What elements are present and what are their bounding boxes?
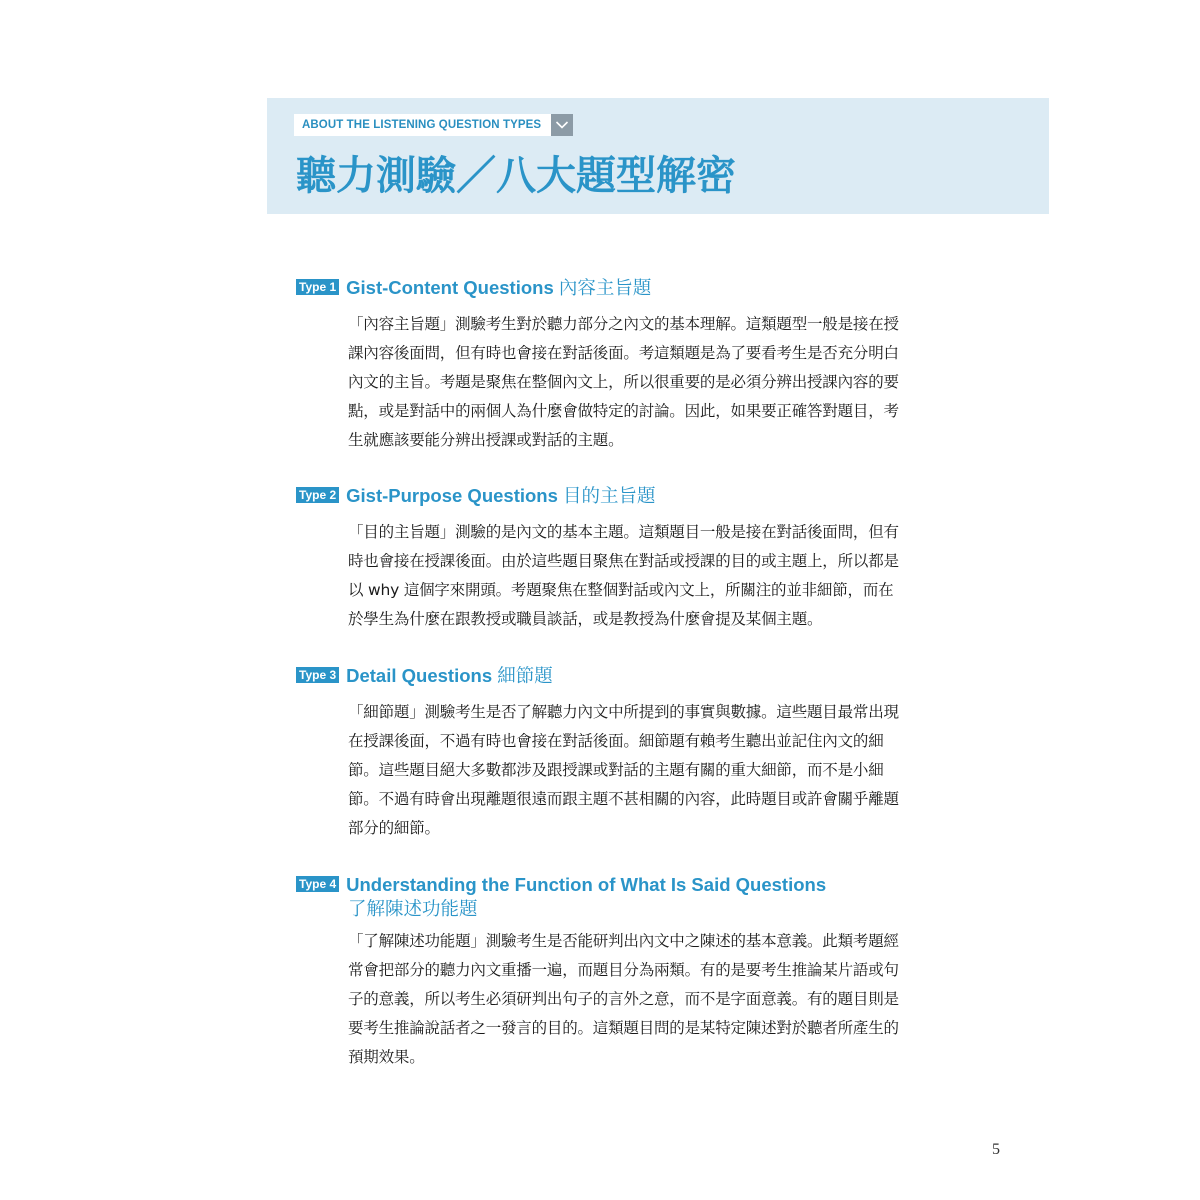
body-line: 「細節題」測驗考生是否了解聽力內文中所提到的事實與數據。這些題目最常出現 bbox=[348, 703, 899, 721]
body-line: 在授課後面，不過有時也會接在對話後面。細節題有賴考生聽出並記住內文的細 bbox=[348, 732, 884, 750]
body-line: 於學生為什麼在跟教授或職員談話，或是教授為什麼會提及某個主題。 bbox=[348, 610, 823, 628]
body-line: 節。這些題目絕大多數都涉及跟授課或對話的主題有關的重大細節，而不是小細 bbox=[348, 761, 884, 779]
body-line: 「目的主旨題」測驗的是內文的基本主題。這類題目一般是接在對話後面問，但有 bbox=[348, 523, 899, 541]
page-title: 聽力測驗／八大題型解密 bbox=[296, 153, 736, 199]
section-title-zh: 細節題 bbox=[497, 666, 553, 687]
type-badge: Type 1 bbox=[296, 279, 339, 295]
section-heading bbox=[296, 484, 936, 509]
body-line: 子的意義，所以考生必須研判出句子的言外之意，而不是字面意義。有的題目則是 bbox=[348, 990, 899, 1008]
type-badge: Type 4 bbox=[296, 876, 339, 892]
section-body bbox=[348, 927, 928, 1072]
section-heading bbox=[296, 873, 936, 897]
section-tag bbox=[294, 114, 573, 136]
section-title-zh: 目的主旨題 bbox=[563, 486, 656, 507]
page-number: 5 bbox=[992, 1141, 1000, 1158]
section-tag-label: ABOUT THE LISTENING QUESTION TYPES bbox=[294, 114, 551, 136]
section-body bbox=[348, 310, 928, 455]
body-line: 課內容後面問，但有時也會接在對話後面。考這類題是為了要看考生是否充分明白 bbox=[348, 344, 899, 362]
question-type-section bbox=[296, 276, 936, 455]
body-line: 點，或是對話中的兩個人為什麼會做特定的討論。因此，如果要正確答對題目，考 bbox=[348, 402, 899, 420]
body-line: 「了解陳述功能題」測驗考生是否能研判出內文中之陳述的基本意義。此類考題經 bbox=[348, 932, 899, 950]
question-type-section bbox=[296, 484, 936, 634]
section-title bbox=[346, 484, 655, 509]
section-body bbox=[348, 698, 928, 843]
body-line: 要考生推論說話者之一發言的目的。這類題目問的是某特定陳述對於聽者所產生的 bbox=[348, 1019, 899, 1037]
section-title bbox=[346, 664, 553, 689]
section-heading bbox=[296, 276, 936, 301]
section-title-zh: 了解陳述功能題 bbox=[348, 899, 478, 920]
section-body bbox=[348, 518, 928, 634]
chevron-down-icon bbox=[551, 114, 573, 136]
section-title-zh: 內容主旨題 bbox=[558, 278, 652, 299]
body-line: 「內容主旨題」測驗考生對於聽力部分之內文的基本理解。這類題型一般是接在授 bbox=[348, 315, 899, 333]
body-line: 部分的細節。 bbox=[348, 819, 440, 837]
question-type-section bbox=[296, 873, 936, 1072]
type-badge: Type 2 bbox=[296, 487, 339, 503]
question-type-section bbox=[296, 664, 936, 843]
type-badge: Type 3 bbox=[296, 667, 339, 683]
section-title-en: Gist-Purpose Questions bbox=[346, 485, 558, 506]
section-title bbox=[346, 276, 651, 301]
body-line: 時也會接在授課後面。由於這些題目聚焦在對話或授課的目的或主題上，所以都是 bbox=[348, 552, 899, 570]
body-line: 內文的主旨。考題是聚焦在整個內文上，所以很重要的是必須分辨出授課內容的要 bbox=[348, 373, 899, 391]
section-title-en: Understanding the Function of What Is Said Questions bbox=[346, 874, 827, 895]
section-title bbox=[346, 873, 826, 897]
body-line: 節。不過有時會出現離題很遠而跟主題不甚相關的內容，此時題目或許會關乎離題 bbox=[348, 790, 899, 808]
body-line: 預期效果。 bbox=[348, 1048, 425, 1066]
body-line: 生就應該要能分辨出授課或對話的主題。 bbox=[348, 431, 624, 449]
section-title-en: Gist-Content Questions bbox=[346, 277, 554, 298]
body-line: 以 why 這個字來開頭。考題聚焦在整個對話或內文上，所關注的並非細節，而在 bbox=[348, 581, 894, 599]
section-title-en: Detail Questions bbox=[346, 665, 493, 686]
body-line: 常會把部分的聽力內文重播一遍，而題目分為兩類。有的是要考生推論某片語或句 bbox=[348, 961, 899, 979]
section-heading bbox=[296, 664, 936, 689]
